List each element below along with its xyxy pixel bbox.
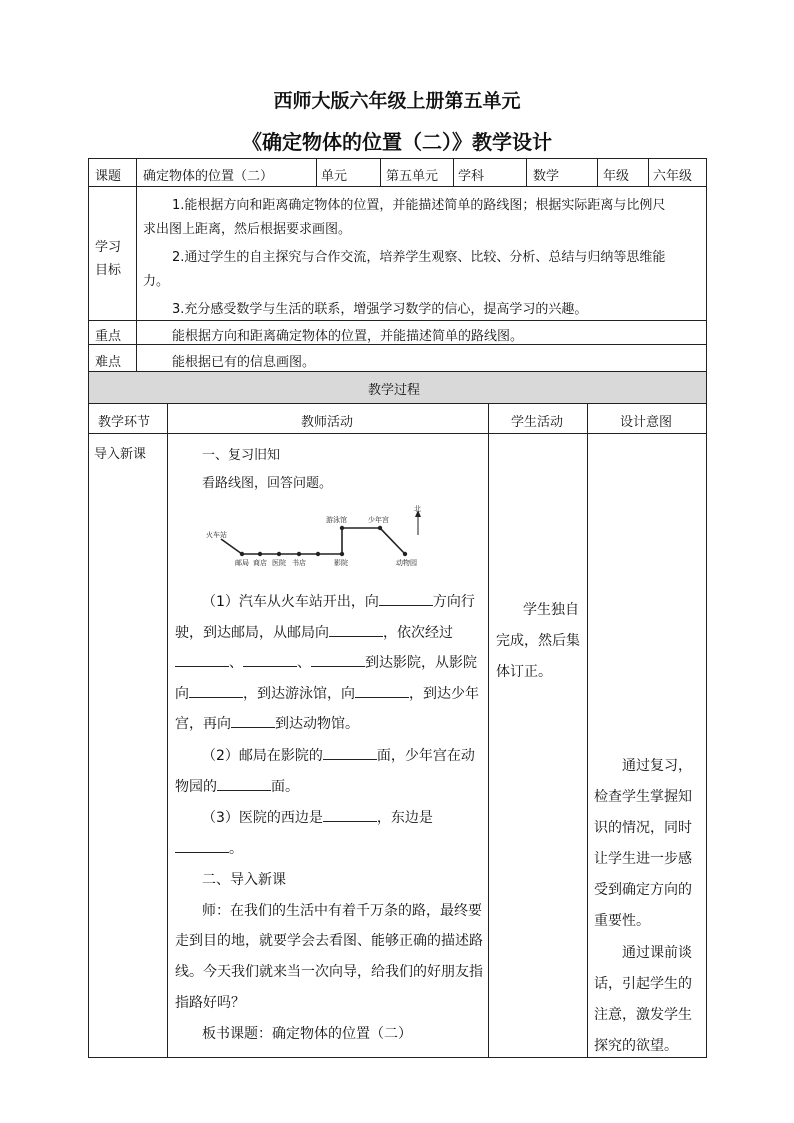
difficulty-label: 难点 <box>95 355 122 370</box>
q1-blank-6[interactable] <box>189 683 243 698</box>
q1-text-c: 驶，到达邮局，从邮局向 <box>175 625 329 641</box>
teacher-talk-line-2: 走到目的地，就要学会去看图、能够正确的描述路 <box>175 933 483 949</box>
teacher-talk-line-4: 指路好吗？ <box>175 995 245 1011</box>
unit-label: 单元 <box>321 169 348 184</box>
student-line-2: 完成，然后集 <box>496 633 580 649</box>
grade-value: 六年级 <box>653 169 693 184</box>
map-label-swimming: 游泳馆 <box>326 516 347 524</box>
student-line-1: 学生独自 <box>523 602 579 618</box>
q2-text-d: 面。 <box>271 779 299 795</box>
board-title: 板书课题：确定物体的位置（二） <box>202 1026 412 1042</box>
q1-blank-4[interactable] <box>243 652 297 667</box>
q3-line-1 <box>202 807 433 827</box>
intent-b-line-1: 通过课前谈 <box>622 945 692 961</box>
q1-blank-2[interactable] <box>329 622 383 637</box>
topic-label: 课题 <box>95 169 122 184</box>
q1-text-h: 向 <box>175 686 189 702</box>
q1-text-g: 到达影院，从影院 <box>365 655 477 671</box>
q3-line-2 <box>175 838 243 858</box>
q1-line-1 <box>202 591 475 611</box>
q1-line-3 <box>175 652 477 672</box>
intent-b-line-4: 探究的欲望。 <box>594 1038 678 1054</box>
goal-1-line-2: 求出图上距离，然后根据要求画图。 <box>143 222 352 237</box>
map-label-north: 北 <box>414 505 421 513</box>
topic-value: 确定物体的位置（二） <box>143 169 274 184</box>
process-header: 教学过程 <box>368 383 421 398</box>
student-line-3: 体订正。 <box>496 664 552 680</box>
goals-label-1: 学习 <box>95 240 122 255</box>
intent-a-line-6: 重要性。 <box>594 913 650 929</box>
intent-b-line-3: 注意，激发学生 <box>594 1007 692 1023</box>
map-label-youth-palace: 少年宫 <box>368 516 389 524</box>
intent-a-line-5: 受到确定方向的 <box>594 882 692 898</box>
q2-blank-2[interactable] <box>217 776 271 791</box>
map-label-store: 商店 <box>253 559 267 567</box>
map-label-zoo: 动物园 <box>396 559 417 567</box>
q1-blank-5[interactable] <box>311 652 365 667</box>
teacher-heading-new: 二、导入新课 <box>202 872 286 888</box>
col-header-teacher: 教师活动 <box>301 415 354 430</box>
map-label-bookstore: 书店 <box>292 559 306 567</box>
intent-b-line-2: 话，引起学生的 <box>594 976 692 992</box>
teacher-talk-line-3: 线。今天我们就来当一次向导，给我们的好朋友指 <box>175 964 483 980</box>
route-map-diagram <box>200 505 440 571</box>
key-point-text: 能根据方向和距离确定物体的位置，并能描述简单的路线图。 <box>172 329 524 344</box>
q2-text-c: 物园的 <box>175 779 217 795</box>
q2-text-b: 面，少年宫在动 <box>376 748 475 764</box>
q1-text-a: （1）汽车从火车站开出，向 <box>202 594 379 610</box>
q1-text-j: ，到达少年 <box>409 686 479 702</box>
goal-2-line-1: 2.通过学生的自主探究与合作交流，培养学生观察、比较、分析、总结与归纳等思维能 <box>172 250 666 265</box>
grade-label: 年级 <box>603 169 630 184</box>
intent-a-line-2: 检查学生掌握知 <box>594 789 692 805</box>
goal-1-line-1: 1.能根据方向和距离确定物体的位置，并能描述简单的路线图；根据实际距离与比例尺 <box>172 198 666 213</box>
teacher-map-intro: 看路线图，回答问题。 <box>202 476 333 491</box>
q1-text-d: ，依次经过 <box>383 625 453 641</box>
q3-text-b: ，东边是 <box>376 810 433 826</box>
q2-text-a: （2）邮局在影院的 <box>202 748 323 764</box>
document-subtitle: 《确定物体的位置（二）》教学设计 <box>242 130 552 154</box>
key-point-label: 重点 <box>95 329 122 344</box>
q1-text-f: 、 <box>297 655 311 671</box>
q1-line-5 <box>175 713 359 733</box>
subject-value: 数学 <box>533 169 560 184</box>
map-label-cinema: 影院 <box>334 559 348 567</box>
stage-label: 导入新课 <box>94 447 147 462</box>
q1-blank-3[interactable] <box>175 652 229 667</box>
q2-line-1 <box>202 745 475 765</box>
q2-line-2 <box>175 776 299 796</box>
difficulty-text: 能根据已有的信息画图。 <box>172 355 316 370</box>
q1-text-b: 方向行 <box>432 594 475 610</box>
goal-2-line-2: 力。 <box>143 274 170 289</box>
q3-blank-1[interactable] <box>323 807 377 822</box>
q1-blank-1[interactable] <box>379 591 433 606</box>
q1-blank-7[interactable] <box>355 683 409 698</box>
col-header-student: 学生活动 <box>511 415 564 430</box>
unit-value: 第五单元 <box>386 169 439 184</box>
map-label-hospital: 医院 <box>272 559 286 567</box>
q3-blank-2[interactable] <box>175 838 229 853</box>
q3-text-c: 。 <box>229 841 243 857</box>
intent-a-line-1: 通过复习， <box>622 758 692 774</box>
q1-text-k: 宫，再向 <box>175 716 231 732</box>
teacher-heading-review: 一、复习旧知 <box>202 448 281 463</box>
col-header-intent: 设计意图 <box>620 415 673 430</box>
q1-text-l: 到达动物馆。 <box>275 716 359 732</box>
q1-text-i: ，到达游泳馆，向 <box>243 686 355 702</box>
map-label-train-station: 火车站 <box>206 531 227 539</box>
q1-line-2 <box>175 622 453 642</box>
q1-text-e: 、 <box>229 655 243 671</box>
subject-label: 学科 <box>458 169 485 184</box>
intent-a-line-4: 让学生进一步感 <box>594 851 692 867</box>
intent-a-line-3: 识的情况，同时 <box>594 820 692 836</box>
goals-label-2: 目标 <box>95 263 122 278</box>
q1-line-4 <box>175 683 479 703</box>
q2-blank-1[interactable] <box>323 745 377 760</box>
q1-blank-8[interactable] <box>231 713 275 728</box>
col-header-stage: 教学环节 <box>98 415 151 430</box>
goal-3: 3.充分感受数学与生活的联系，增强学习数学的信心，提高学习的兴趣。 <box>172 302 588 317</box>
teacher-talk-line-1: 师：在我们的生活中有着千万条的路，最终要 <box>202 903 482 919</box>
document-title: 西师大版六年级上册第五单元 <box>273 90 521 112</box>
q3-text-a: （3）医院的西边是 <box>202 810 323 826</box>
map-label-post-office: 邮局 <box>235 559 249 567</box>
